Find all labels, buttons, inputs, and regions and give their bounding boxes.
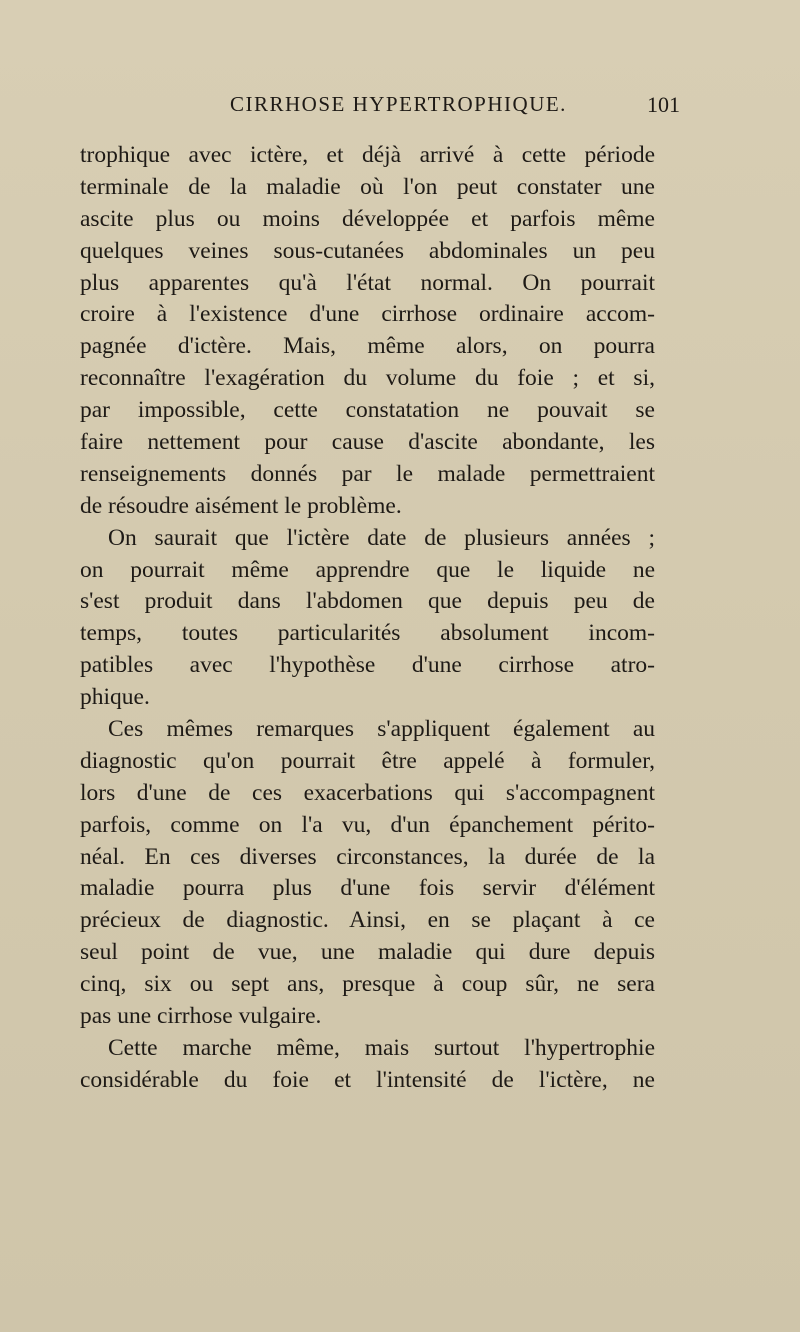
text-line: cinq, six ou sept ans, presque à coup sûr, ne sera — [80, 971, 655, 998]
text-line: phique. — [80, 684, 150, 711]
text-line: croire à l'existence d'une cirrhose ordinaire accom- — [80, 301, 655, 328]
text-line: ascite plus ou moins développée et parfois même — [80, 205, 655, 232]
text-line: temps, toutes particularités absolument incom- — [80, 620, 655, 647]
text-line: Cette marche même, mais surtout l'hypertrophie — [108, 1034, 655, 1061]
text-line: maladie pourra plus d'une fois servir d'élément — [80, 875, 655, 902]
page-number: 101 — [647, 92, 680, 117]
text-line: de résoudre aisément le problème. — [80, 492, 402, 519]
text-line: On saurait que l'ictère date de plusieurs années ; — [108, 524, 655, 551]
text-line: faire nettement pour cause d'ascite abondante, les — [80, 429, 655, 456]
text-line: on pourrait même apprendre que le liquide ne — [80, 556, 655, 583]
text-line: seul point de vue, une maladie qui dure depuis — [80, 939, 655, 966]
text-line: reconnaître l'exagération du volume du foie ; et si, — [80, 365, 655, 392]
text-line: plus apparentes qu'à l'état normal. On pourrait — [80, 269, 655, 296]
text-line: Ces mêmes remarques s'appliquent également au — [108, 716, 655, 743]
text-line: patibles avec l'hypothèse d'une cirrhose atro- — [80, 652, 655, 679]
page-header — [80, 92, 680, 122]
text-line: terminale de la maladie où l'on peut constater une — [80, 173, 655, 200]
text-line: considérable du foie et l'intensité de l'ictère, ne — [80, 1066, 655, 1093]
text-line: précieux de diagnostic. Ainsi, en se plaçant à ce — [80, 907, 655, 934]
running-head: CIRRHOSE HYPERTROPHIQUE. — [230, 92, 567, 116]
text-line: renseignements donnés par le malade permettraient — [80, 460, 655, 487]
text-line: néal. En ces diverses circonstances, la durée de la — [80, 843, 655, 870]
text-line: trophique avec ictère, et déjà arrivé à cette période — [80, 142, 655, 168]
text-line: par impossible, cette constatation ne pouvait se — [80, 397, 655, 424]
text-line: pas une cirrhose vulgaire. — [80, 1003, 322, 1030]
text-line: pagnée d'ictère. Mais, même alors, on pourra — [80, 333, 655, 360]
text-line: s'est produit dans l'abdomen que depuis peu de — [80, 588, 655, 615]
text-line: diagnostic qu'on pourrait être appelé à formuler, — [80, 747, 655, 774]
text-line: lors d'une de ces exacerbations qui s'accompagnent — [80, 779, 655, 806]
text-line: quelques veines sous-cutanées abdominales un peu — [80, 237, 655, 264]
text-line: parfois, comme on l'a vu, d'un épanchement périto- — [80, 811, 655, 838]
body-text — [80, 140, 655, 1097]
